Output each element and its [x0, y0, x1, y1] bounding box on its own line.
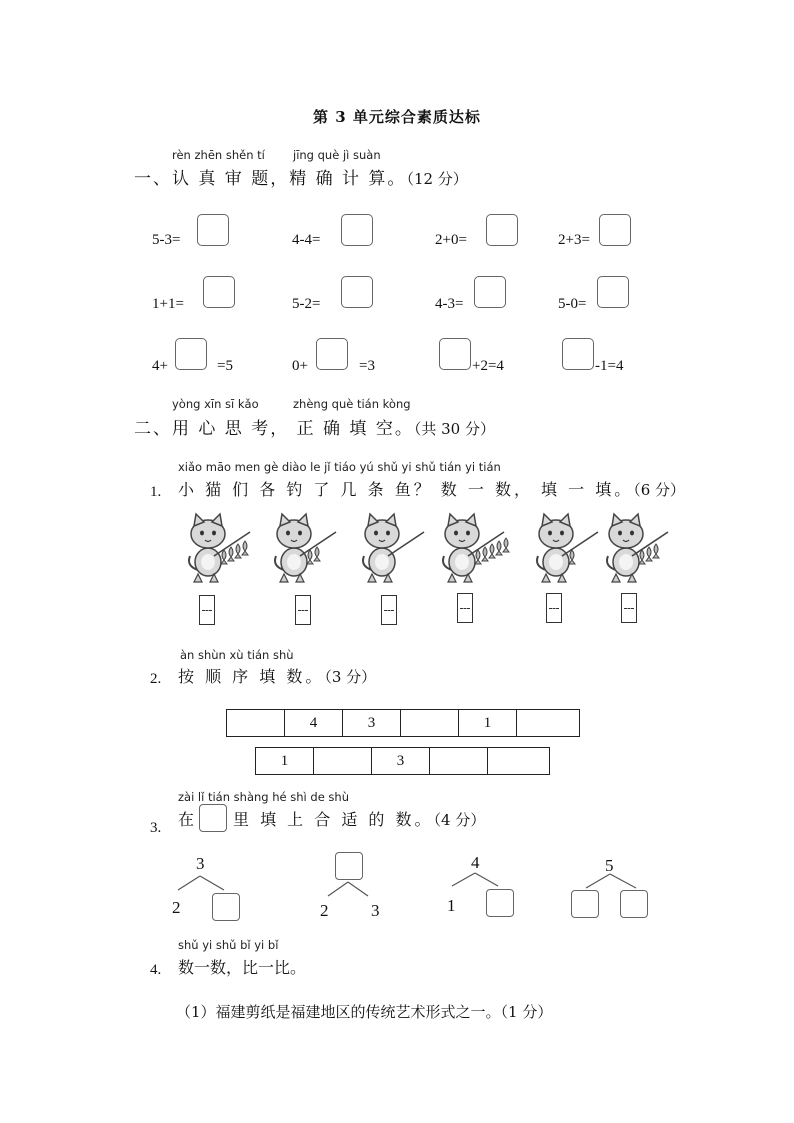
sequence-cell[interactable]: 3 — [343, 710, 401, 736]
problem-post: =3 — [359, 358, 375, 374]
problem-pre: 4+ — [152, 358, 168, 374]
tree-answer-box[interactable] — [571, 890, 599, 918]
section2-pinyin-b: zhèng què tián kòng — [293, 397, 411, 411]
section2-score: （共 30 分） — [413, 420, 495, 438]
answer-box[interactable] — [175, 338, 207, 370]
answer-box[interactable] — [341, 214, 373, 246]
section2-pinyin-a: yòng xīn sī kǎo — [172, 397, 259, 411]
sequence-cell[interactable] — [227, 710, 285, 736]
q3-number: 3. — [150, 820, 162, 836]
tree-right: 3 — [371, 901, 380, 920]
q1-answer-box[interactable] — [621, 593, 637, 623]
cat-figure — [537, 514, 598, 582]
cat-icon — [275, 514, 311, 582]
sequence-cell[interactable] — [314, 748, 372, 774]
fish-icon — [221, 550, 227, 564]
answer-box[interactable] — [597, 276, 629, 308]
cat-icon — [537, 514, 573, 582]
fish-icon — [653, 544, 659, 558]
q2-score: （3 分） — [324, 668, 377, 686]
q4-number: 4. — [150, 962, 162, 978]
fish-icon — [496, 541, 502, 555]
fish-icon — [314, 547, 320, 561]
q1-number: 1. — [150, 484, 162, 500]
q1-answer-box[interactable] — [295, 595, 311, 625]
q4-text: 数一数，比一比。 — [178, 958, 307, 977]
problem-post: =5 — [217, 358, 233, 374]
problem-pre: 5-0= — [558, 296, 587, 312]
answer-box[interactable] — [439, 338, 471, 370]
cat-figure — [275, 514, 336, 582]
cat-icon — [189, 514, 225, 582]
cat-figure — [443, 514, 509, 582]
tree-answer-box[interactable] — [486, 889, 514, 917]
page-title: 第 3 单元综合素质达标 — [313, 108, 481, 126]
answer-box[interactable] — [599, 214, 631, 246]
tree-top: 3 — [196, 854, 205, 873]
q3-text — [178, 807, 197, 830]
q4-pinyin: shǔ yi shǔ bǐ yi bǐ — [178, 938, 279, 952]
sequence-row-1 — [226, 709, 580, 737]
section2-number: 二、 — [134, 419, 172, 439]
section1-pinyin-b: jīng què jì suàn — [293, 148, 381, 162]
sequence-row-2 — [255, 747, 550, 775]
sequence-cell[interactable] — [401, 710, 459, 736]
q1-answer-box[interactable] — [546, 593, 562, 623]
problem-pre: 4-4= — [292, 232, 321, 248]
section1-pinyin-a: rèn zhēn shěn tí — [172, 148, 265, 162]
problem-pre: 5-2= — [292, 296, 321, 312]
q3-question-a: 在 — [178, 810, 198, 829]
tree-answer-box[interactable] — [212, 893, 240, 921]
tree-top: 4 — [471, 853, 480, 872]
fish-icon — [307, 550, 313, 564]
problem-pre: 2+3= — [558, 232, 590, 248]
fish-icon — [235, 544, 241, 558]
problem-pre: 2+0= — [435, 232, 467, 248]
q1-pinyin: xiǎo māo men gè diào le jǐ tiáo yú shǔ yi shǔ tián yi tián — [178, 460, 501, 474]
cat-figure — [607, 514, 668, 582]
tree-answer-box[interactable] — [620, 890, 648, 918]
fish-icon — [569, 550, 575, 564]
fish-icon — [646, 547, 652, 561]
problem-pre: 1+1= — [152, 296, 184, 312]
fish-icon — [475, 550, 481, 564]
sequence-cell[interactable]: 3 — [372, 748, 430, 774]
q2-text — [178, 664, 376, 687]
cat-figure — [363, 514, 424, 582]
answer-box[interactable] — [486, 214, 518, 246]
sequence-cell[interactable]: 4 — [285, 710, 343, 736]
tree-left: 1 — [447, 896, 456, 915]
q1-answer-box[interactable] — [199, 595, 215, 625]
section1-score: （12 分） — [406, 170, 468, 188]
q1-answer-box[interactable] — [381, 595, 397, 625]
tree-left: 2 — [172, 898, 181, 917]
q4-sub1: （1）福建剪纸是福建地区的传统艺术形式之一。（1 分） — [176, 1003, 553, 1021]
fish-icon — [503, 538, 509, 552]
q1-question: 小 猫 们 各 钓 了 几 条 鱼？ 数 一 数， 填 一 填。 — [178, 480, 634, 499]
problem-post: -1=4 — [595, 358, 624, 374]
fish-icon — [489, 544, 495, 558]
q3-inline-box — [199, 804, 227, 832]
q1-text — [178, 477, 685, 500]
problem-pre: 5-3= — [152, 232, 181, 248]
problem-pre: 4-3= — [435, 296, 464, 312]
answer-box[interactable] — [341, 276, 373, 308]
problem-post: +2=4 — [472, 358, 504, 374]
sequence-cell[interactable] — [517, 710, 575, 736]
sequence-cell[interactable] — [430, 748, 488, 774]
q1-score: （6 分） — [633, 481, 686, 499]
answer-box[interactable] — [316, 338, 348, 370]
sequence-cell[interactable] — [488, 748, 546, 774]
fish-icon — [242, 541, 248, 555]
q2-pinyin: àn shùn xù tián shù — [180, 648, 294, 662]
cat-figure — [189, 514, 250, 582]
q2-question: 按 顺 序 填 数。 — [178, 667, 325, 686]
cats-layer — [189, 514, 668, 582]
section2-heading — [134, 414, 495, 439]
cat-icon — [607, 514, 643, 582]
tree-answer-box[interactable] — [335, 852, 363, 880]
cats-fishing-illustration — [170, 512, 670, 588]
tree-top: 5 — [605, 856, 614, 875]
fish-icon — [639, 550, 645, 564]
q3-score: （4 分） — [433, 811, 486, 829]
q1-answer-box[interactable] — [457, 593, 473, 623]
answer-box[interactable] — [203, 276, 235, 308]
answer-box[interactable] — [197, 214, 229, 246]
q3-question-b: 里 填 上 合 适 的 数。 — [233, 810, 434, 829]
cat-icon — [443, 514, 479, 582]
section1-heading — [134, 164, 468, 189]
fish-icon — [482, 547, 488, 561]
sequence-cell[interactable]: 1 — [256, 748, 314, 774]
q2-number: 2. — [150, 671, 162, 687]
fish-icon — [228, 547, 234, 561]
problem-pre: 0+ — [292, 358, 308, 374]
section2-text: 用 心 思 考， 正 确 填 空。 — [172, 419, 414, 439]
q3-pinyin: zài lǐ tián shàng hé shì de shù — [178, 790, 349, 804]
section1-text: 认 真 审 题，精 确 计 算。 — [172, 169, 407, 189]
answer-box[interactable] — [474, 276, 506, 308]
sequence-cell[interactable]: 1 — [459, 710, 517, 736]
tree-left: 2 — [320, 901, 329, 920]
answer-box[interactable] — [562, 338, 594, 370]
cat-icon — [363, 514, 399, 582]
section1-number: 一、 — [134, 169, 172, 189]
q3-text-b — [233, 807, 485, 830]
